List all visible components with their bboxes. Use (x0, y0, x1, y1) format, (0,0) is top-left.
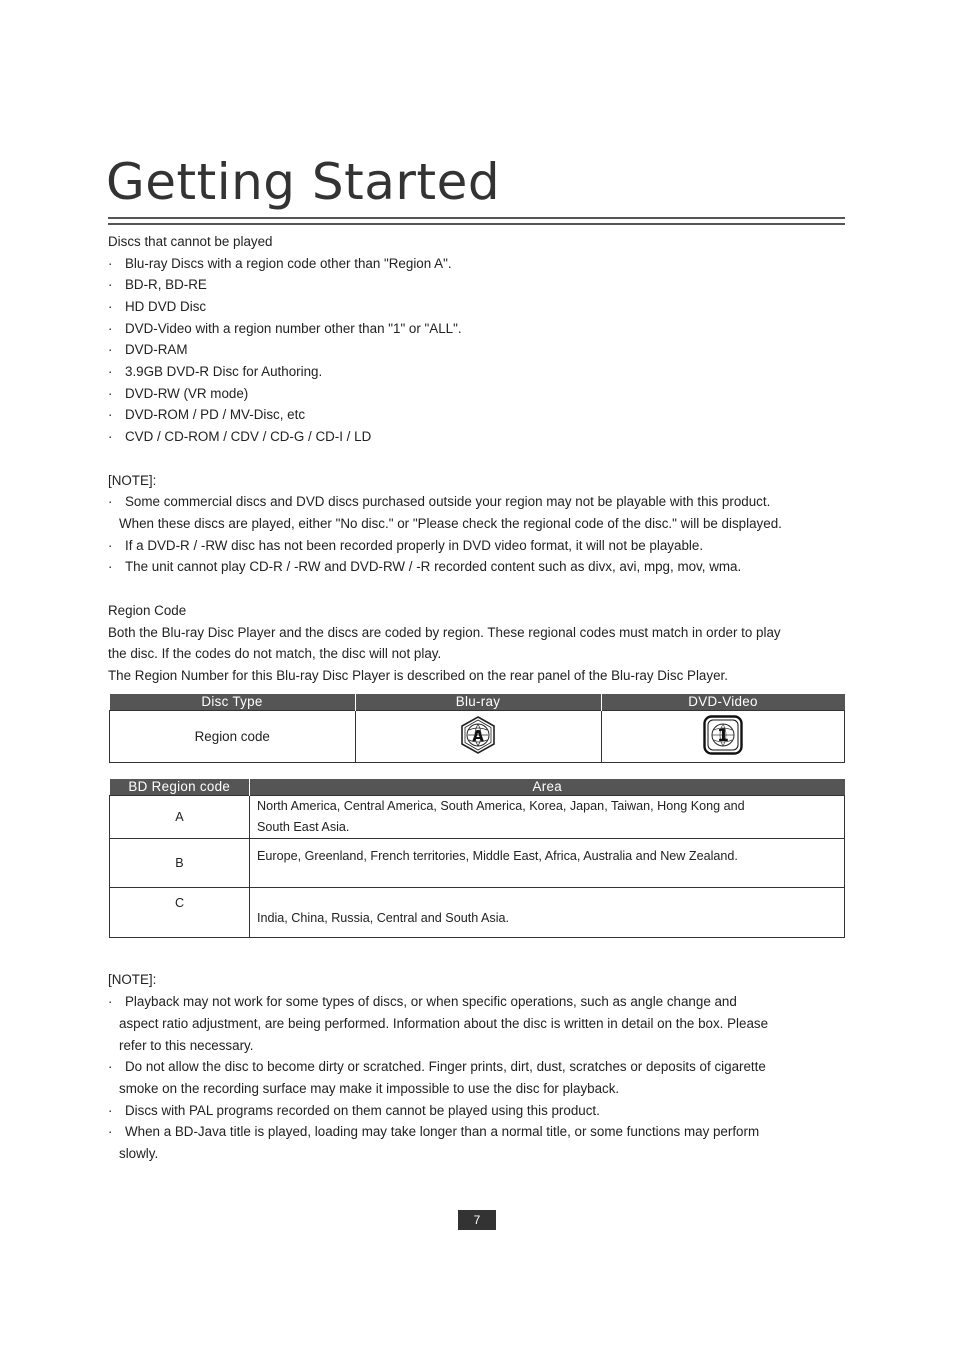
list-item: · CVD / CD-ROM / CDV / CD-G / CD-I / LD (108, 429, 372, 444)
region-code-cell: A (110, 796, 250, 839)
region-paragraph-line: the disc. If the codes do not match, the disc will not play. (108, 646, 442, 661)
list-item: · BD-R, BD-RE (108, 277, 207, 292)
note-item-continued: When these discs are played, either "No disc." or "Please check the regional code of the disc." will be displayed. (119, 516, 782, 531)
dvd-region-cell (601, 711, 845, 763)
table-row (110, 711, 845, 763)
region-paragraph-line: The Region Number for this Blu-ray Disc Player is described on the rear panel of the Blu-ray Disc Player. (108, 668, 728, 683)
list-item: · DVD-RAM (108, 342, 188, 357)
header-disc-type: Disc Type (110, 694, 356, 711)
region-code-cell: B (110, 839, 250, 888)
note-item-continued: smoke on the recording surface may make it impossible to use the disc for playback. (119, 1081, 620, 1096)
svg-text:A: A (472, 727, 484, 745)
table-row (110, 839, 845, 888)
list-item: · DVD-ROM / PD / MV-Disc, etc (108, 407, 306, 422)
table-header-row (110, 779, 845, 796)
header-bluray: Blu-ray (355, 694, 601, 711)
region-area-cell: Europe, Greenland, French territories, Middle East, Africa, Australia and New Zealand. (250, 839, 845, 888)
region-a-globe-icon (460, 716, 496, 757)
header-dvd-video: DVD-Video (601, 694, 845, 711)
note-heading: [NOTE]: (108, 473, 157, 488)
note-item: · Discs with PAL programs recorded on them cannot be played using this product. (108, 1103, 600, 1118)
page-number: 7 (458, 1210, 496, 1230)
header-bd-region-code: BD Region code (110, 779, 250, 796)
region-code-cell: C (110, 888, 250, 938)
note-item: · When a BD-Java title is played, loading may take longer than a normal title, or some functions may perform (108, 1124, 760, 1139)
note-item-continued: slowly. (119, 1146, 159, 1161)
title-rule-top (108, 217, 845, 219)
table-row (110, 888, 845, 938)
note-item: · If a DVD-R / -RW disc has not been recorded properly in DVD video format, it will not be playable. (108, 538, 704, 553)
list-item: · 3.9GB DVD-R Disc for Authoring. (108, 364, 323, 379)
section-heading-discs: Discs that cannot be played (108, 234, 273, 249)
region-1-globe-icon (703, 715, 743, 758)
list-item: · Blu-ray Discs with a region code other than "Region A". (108, 256, 452, 271)
list-item: · DVD-RW (VR mode) (108, 386, 249, 401)
disc-type-table (109, 694, 845, 763)
region-code-label: Region code (110, 711, 356, 763)
list-item: · HD DVD Disc (108, 299, 207, 314)
region-area-cell: North America, Central America, South America, Korea, Japan, Taiwan, Hong Kong and South East Asia. (250, 796, 845, 839)
note-item-continued: refer to this necessary. (119, 1038, 254, 1053)
note-item: · Some commercial discs and DVD discs purchased outside your region may not be playable with this product. (108, 494, 771, 509)
region-area-cell: India, China, Russia, Central and South Asia. (250, 888, 845, 938)
note-heading: [NOTE]: (108, 972, 157, 987)
header-area: Area (250, 779, 845, 796)
svg-text:1: 1 (716, 726, 729, 746)
note-item: · Do not allow the disc to become dirty or scratched. Finger prints, dirt, dust, scratches or deposits of cigarette (108, 1059, 766, 1074)
note-item: · The unit cannot play CD-R / -RW and DVD-RW / -R recorded content such as divx, avi, mpg, mov, wma. (108, 559, 742, 574)
note-item-continued: aspect ratio adjustment, are being performed. Information about the disc is written in detail on the box. Please (119, 1016, 769, 1031)
title-rule-bottom (108, 223, 845, 225)
bd-region-table (109, 779, 845, 938)
page-title: Getting Started (106, 153, 501, 211)
table-row (110, 796, 845, 839)
table-header-row (110, 694, 845, 711)
region-heading: Region Code (108, 603, 187, 618)
region-paragraph-line: Both the Blu-ray Disc Player and the discs are coded by region. These regional codes must match in order to play (108, 625, 781, 640)
bluray-region-cell (355, 711, 601, 763)
note-item: · Playback may not work for some types of discs, or when specific operations, such as angle change and (108, 994, 737, 1009)
list-item: · DVD-Video with a region number other than "1" or "ALL". (108, 321, 462, 336)
